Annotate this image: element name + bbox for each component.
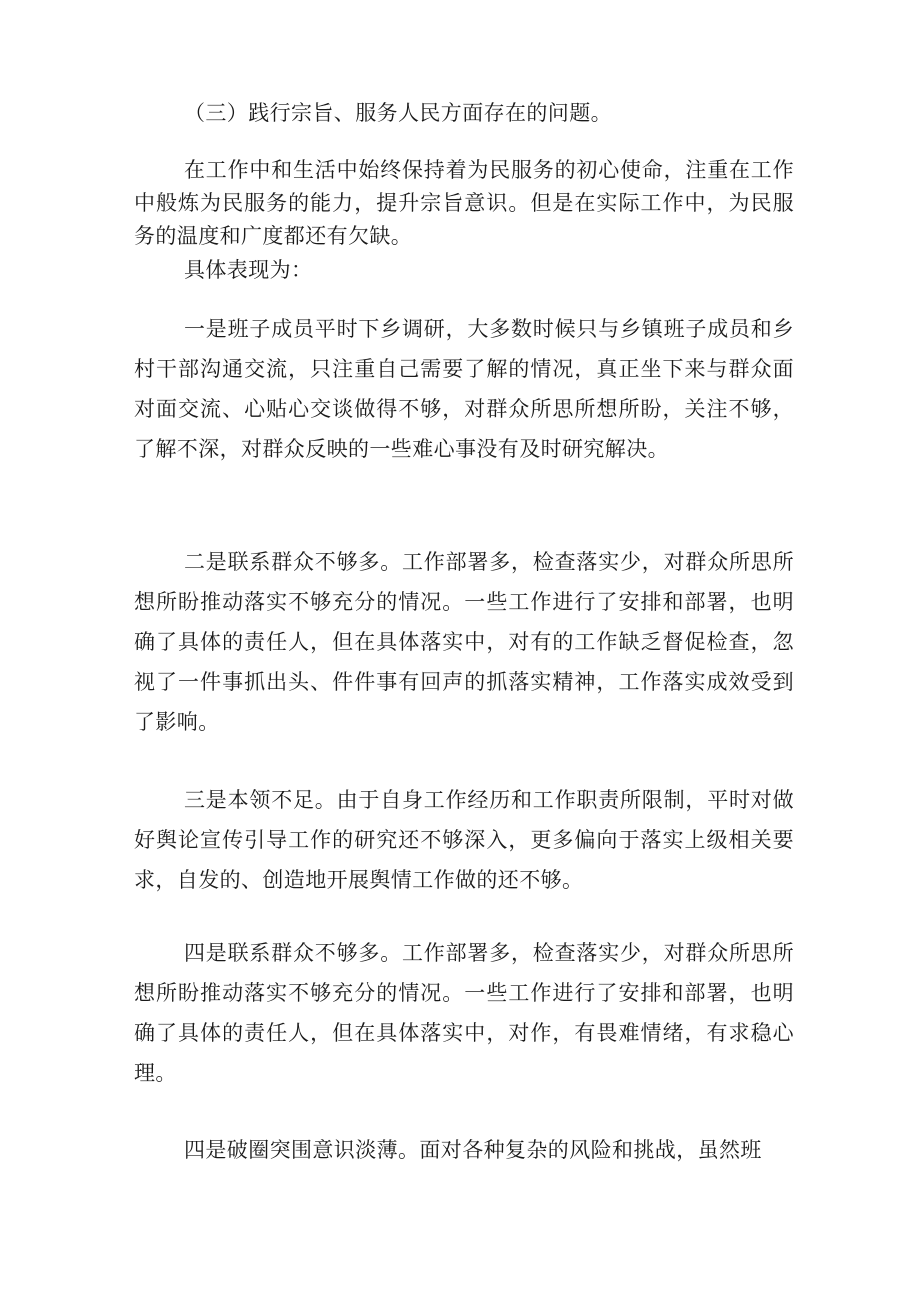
item-paragraph-2: 二是联系群众不够多。工作部署多，检查落实少，对群众所思所想所盼推动落实不够充分的情况。一些工作进行了安排和部署，也明确了具体的责任人，但在具体落实中，对有的工作缺乏督促检查，忽视了一件事抓出头、件件事有回声的抓落实精神，工作落实成效受到了影响。 bbox=[134, 550, 794, 734]
item-paragraph-4: 四是联系群众不够多。工作部署多，检查落实少，对群众所思所想所盼推动落实不够充分的情况。一些工作进行了安排和部署，也明确了具体的责任人，但在具体落实中，对作，有畏难情绪，有求稳心理。 bbox=[134, 941, 794, 1085]
section-heading: （三）践行宗旨、服务人民方面存在的问题。 bbox=[184, 101, 612, 125]
item-paragraph-5: 四是破圈突围意识淡薄。面对各种复杂的风险和挑战，虽然班 bbox=[184, 1138, 762, 1162]
item-paragraph-1: 一是班子成员平时下乡调研，大多数时候只与乡镇班子成员和乡村干部沟通交流，只注重自己需要了解的情况，真正坐下来与群众面对面交流、心贴心交谈做得不够，对群众所思所想所盼，关注不够，了解不深，对群众反映的一些难心事没有及时研究解决。 bbox=[134, 317, 794, 461]
list-label: 具体表现为： bbox=[184, 258, 313, 282]
item-paragraph-3: 三是本领不足。由于自身工作经历和工作职责所限制，平时对做好舆论宣传引导工作的研究还不够深入，更多偏向于落实上级相关要求，自发的、创造地开展舆情工作做的还不够。 bbox=[134, 788, 794, 892]
intro-paragraph: 在工作中和生活中始终保持着为民服务的初心使命，注重在工作中般炼为民服务的能力，提升宗旨意识。但是在实际工作中，为民服务的温度和广度都还有欠缺。 bbox=[134, 158, 794, 248]
